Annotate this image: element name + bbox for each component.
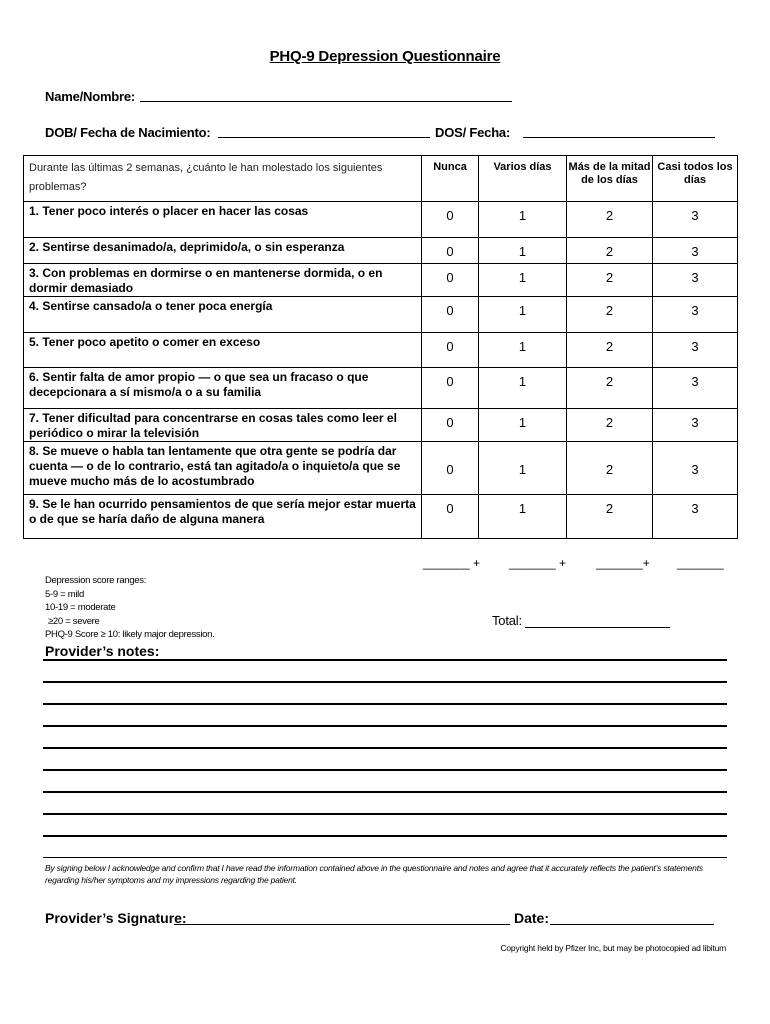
notes-line[interactable] — [43, 703, 727, 705]
question-2: 2. Sentirse desanimado/a, deprimido/a, o sin esperanza — [24, 238, 422, 264]
score-ranges — [45, 574, 215, 642]
option-2[interactable]: 2 — [567, 333, 653, 368]
sum-varios-dias[interactable]: _______ + — [509, 556, 567, 570]
option-3[interactable]: 3 — [653, 297, 738, 333]
option-1[interactable]: 1 — [479, 442, 567, 495]
dob-field[interactable] — [218, 137, 430, 138]
notes-line[interactable] — [43, 791, 727, 793]
table-row — [24, 264, 738, 297]
question-6: 6. Sentir falta de amor propio — o que sea un fracaso o que decepcionara a sí mismo/a o a su familia — [24, 368, 422, 409]
option-1[interactable]: 1 — [479, 264, 567, 297]
option-2[interactable]: 2 — [567, 495, 653, 539]
option-0[interactable]: 0 — [422, 442, 479, 495]
col-nunca: Nunca — [422, 156, 479, 202]
option-1[interactable]: 1 — [479, 409, 567, 442]
ranges-title: Depression score ranges: — [45, 575, 147, 586]
notes-line[interactable] — [43, 835, 727, 837]
option-3[interactable]: 3 — [653, 368, 738, 409]
notes-line[interactable] — [43, 813, 727, 815]
option-2[interactable]: 2 — [567, 202, 653, 238]
date-label: Date: — [514, 910, 550, 926]
table-row — [24, 297, 738, 333]
option-0[interactable]: 0 — [422, 368, 479, 409]
option-1[interactable]: 1 — [479, 368, 567, 409]
option-2[interactable]: 2 — [567, 297, 653, 333]
notes-line[interactable] — [43, 747, 727, 749]
table-row — [24, 442, 738, 495]
table-row — [24, 333, 738, 368]
signature-label: Provider’s Signature: — [45, 910, 187, 926]
dob-label: DOB/ Fecha de Nacimiento: — [45, 125, 211, 140]
table-row — [24, 495, 738, 539]
notes-line[interactable] — [43, 857, 727, 858]
option-0[interactable]: 0 — [422, 333, 479, 368]
table-row — [24, 409, 738, 442]
notes-line[interactable] — [43, 769, 727, 771]
option-2[interactable]: 2 — [567, 238, 653, 264]
option-3[interactable]: 3 — [653, 495, 738, 539]
name-label: Name/Nombre: — [45, 89, 136, 104]
signature-field[interactable] — [174, 924, 510, 925]
question-9: 9. Se le han ocurrido pensamientos de que sería mejor estar muerta o de que se haría daño de alguna manera — [24, 495, 422, 539]
range-likely: PHQ-9 Score ≥ 10: likely major depression. — [45, 629, 215, 640]
option-3[interactable]: 3 — [653, 264, 738, 297]
question-1: 1. Tener poco interés o placer en hacer las cosas — [24, 202, 422, 238]
name-field[interactable] — [140, 101, 512, 102]
option-0[interactable]: 0 — [422, 264, 479, 297]
range-mild: 5-9 = mild — [45, 588, 84, 600]
col-varios-dias: Varios días — [479, 156, 567, 202]
option-3[interactable]: 3 — [653, 238, 738, 264]
page-title: PHQ-9 Depression Questionnaire — [269, 48, 501, 65]
question-7: 7. Tener dificultad para concentrarse en cosas tales como leer el periódico o mirar la televisión — [24, 409, 422, 442]
col-casi-todos: Casi todos los días — [653, 156, 738, 202]
range-severe: ≥20 = severe — [48, 615, 100, 627]
option-2[interactable]: 2 — [567, 442, 653, 495]
option-0[interactable]: 0 — [422, 495, 479, 539]
option-1[interactable]: 1 — [479, 238, 567, 264]
option-1[interactable]: 1 — [479, 297, 567, 333]
table-row — [24, 368, 738, 409]
question-8: 8. Se mueve o habla tan lentamente que otra gente se podría dar cuenta — o de lo contrario, está tan agitado/a o inquieto/a que se mueve mucho más de lo acostumbrado — [24, 442, 422, 495]
header-prompt: Durante las últimas 2 semanas, ¿cuánto le han molestado los siguientes problemas? — [24, 156, 422, 202]
dos-field[interactable] — [523, 137, 715, 138]
table-header-row — [24, 156, 738, 202]
dos-label: DOS/ Fecha: — [435, 125, 511, 140]
notes-line[interactable] — [43, 681, 727, 683]
option-1[interactable]: 1 — [479, 333, 567, 368]
option-2[interactable]: 2 — [567, 409, 653, 442]
range-moderate: 10-19 = moderate — [45, 602, 116, 613]
sum-nunca[interactable]: _______ + — [423, 556, 481, 570]
option-0[interactable]: 0 — [422, 202, 479, 238]
option-3[interactable]: 3 — [653, 202, 738, 238]
question-4: 4. Sentirse cansado/a o tener poca energía — [24, 297, 422, 333]
question-5: 5. Tener poco apetito o comer en exceso — [24, 333, 422, 368]
total-field[interactable] — [525, 627, 670, 628]
copyright-text: Copyright held by Pfizer Inc, but may be photocopied ad libitum — [500, 943, 726, 953]
notes-line[interactable] — [43, 725, 727, 727]
option-3[interactable]: 3 — [653, 442, 738, 495]
option-2[interactable]: 2 — [567, 368, 653, 409]
sum-mas-de-la-mitad[interactable]: _______+ — [596, 556, 650, 570]
option-0[interactable]: 0 — [422, 297, 479, 333]
question-3: 3. Con problemas en dormirse o en mantenerse dormida, o en dormir demasiado — [24, 264, 422, 297]
table-row — [24, 202, 738, 238]
option-3[interactable]: 3 — [653, 409, 738, 442]
option-0[interactable]: 0 — [422, 409, 479, 442]
option-2[interactable]: 2 — [567, 264, 653, 297]
notes-line[interactable] — [43, 659, 727, 661]
date-field[interactable] — [550, 924, 714, 925]
acknowledgement-text: By signing below I acknowledge and confirm that I have read the information contained above in the questionnaire and notes and agree that it accurately reflects the patient’s statements regarding his/her symptoms and my impressions regarding the patient. — [45, 863, 703, 885]
option-1[interactable]: 1 — [479, 495, 567, 539]
option-3[interactable]: 3 — [653, 333, 738, 368]
col-mas-de-la-mitad: Más de la mitad de los días — [567, 156, 653, 202]
providers-notes-label: Provider’s notes: — [45, 643, 160, 659]
sum-casi-todos[interactable]: _______ — [677, 556, 724, 570]
option-1[interactable]: 1 — [479, 202, 567, 238]
option-0[interactable]: 0 — [422, 238, 479, 264]
signature-row — [45, 910, 187, 926]
total-label: Total: — [492, 613, 522, 628]
table-row — [24, 238, 738, 264]
phq9-table — [23, 155, 738, 539]
